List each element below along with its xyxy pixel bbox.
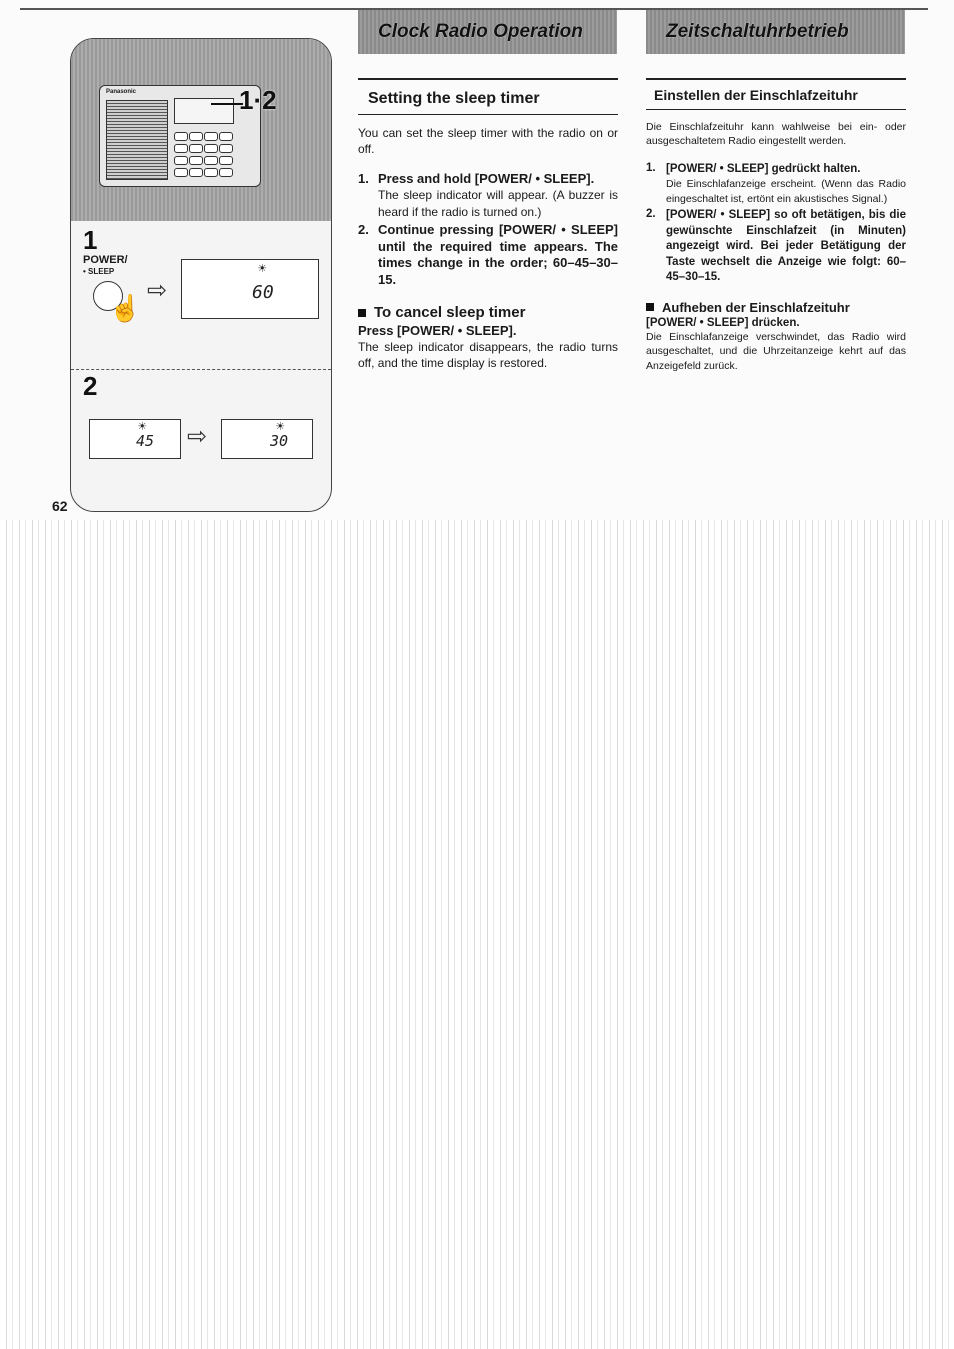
bullet-square-icon <box>358 309 366 317</box>
illustration-panel <box>70 38 332 512</box>
title-underline <box>646 109 906 110</box>
radio-keypad <box>174 132 236 177</box>
sleep-indicator-icon: ☀ <box>276 419 285 435</box>
power-sleep-label: POWER/ • SLEEP <box>83 254 128 276</box>
dashed-divider <box>71 369 331 370</box>
de-cancel-heading: Aufheben der Einschlafzeituhr <box>646 300 906 315</box>
de-section-title: Einstellen der Einschlafzeituhr <box>654 86 858 103</box>
arrow-right-icon: ⇨ <box>187 423 208 450</box>
display-30: ☀ 30 <box>221 419 313 459</box>
speaker-grille <box>106 100 168 180</box>
de-intro: Die Einschlafzeituhr kann wahlweise bei ein- oder ausgeschaltetem Radio eingestellt werden. <box>646 120 906 147</box>
german-column <box>646 78 906 373</box>
arrow-right-icon: ⇨ <box>147 277 168 304</box>
section-band-en <box>358 10 617 54</box>
de-step-1-instruction: [POWER/ • SLEEP] gedrückt halten. <box>666 162 861 175</box>
en-step-2: 2. Continue pressing [POWER/ • SLEEP] until the required time appears. The times change in the order; 60–45–30–15. <box>358 222 618 287</box>
section-title-en: Clock Radio Operation <box>378 21 583 42</box>
title-rule <box>358 78 618 80</box>
de-cancel-action: [POWER/ • SLEEP] drücken. <box>646 316 800 329</box>
en-section-title: Setting the sleep timer <box>368 89 540 107</box>
en-intro: You can set the sleep timer with the radio on or off. <box>358 125 618 156</box>
de-step-2-instruction: [POWER/ • SLEEP] so oft betätigen, bis die gewünschte Einschlafzeit (in Minuten) angezeigt wird. Bei jeder Betätigung der Taste wechselt die Anzeige wie folgt: 60–45–30–15. <box>666 209 906 283</box>
step-callout: 1·2 <box>239 85 277 115</box>
display-45: ☀ 45 <box>89 419 181 459</box>
de-cancel-text: Die Einschlafanzeige verschwindet, das Radio wird ausgeschaltet, und die Uhrzeitanzeige kehrt auf das Anzeigefeld zurück. <box>646 330 906 372</box>
sleep-indicator-icon: ☀ <box>138 419 147 435</box>
brand-logo: Panasonic <box>106 89 137 95</box>
step-number-2: 2 <box>83 371 98 401</box>
de-step-1-note: Die Einschlafanzeige erscheint. (Wenn das Radio eingeschaltet ist, ertönt ein akustisches Signal.) <box>666 178 906 205</box>
en-step-2-instruction: Continue pressing [POWER/ • SLEEP] until the required time appears. The times change in the order; 60–45–30–15. <box>378 222 618 287</box>
en-step-1-instruction: Press and hold [POWER/ • SLEEP]. <box>378 170 595 186</box>
finger-press-icon: ☝ <box>109 293 142 323</box>
bullet-square-icon <box>646 303 654 311</box>
en-step-1-note: The sleep indicator will appear. (A buzzer is heard if the radio is turned on.) <box>378 188 618 219</box>
english-column <box>358 78 618 371</box>
radio-device <box>99 85 261 187</box>
title-underline <box>358 114 618 115</box>
de-step-1: 1. [POWER/ • SLEEP] gedrückt halten. Die Einschlafanzeige erscheint. (Wenn das Radio eingeschaltet ist, ertönt ein akustisches Signal.) <box>646 161 906 205</box>
en-cancel-heading: To cancel sleep timer <box>358 304 618 321</box>
step-number-1: 1 <box>83 225 98 255</box>
sleep-indicator-icon: ☀ <box>258 261 267 277</box>
en-cancel-action: Press [POWER/ • SLEEP]. <box>358 323 517 338</box>
page-number: 62 <box>52 498 68 514</box>
section-band-de <box>646 10 905 54</box>
scan-stripes <box>0 520 954 1349</box>
section-title-de: Zeitschaltuhrbetrieb <box>666 21 849 42</box>
de-step-2: 2. [POWER/ • SLEEP] so oft betätigen, bis die gewünschte Einschlafzeit (in Minuten) angezeigt wird. Bei jeder Betätigung der Taste wechselt die Anzeige wie folgt: 60–45–30–15. <box>646 208 906 286</box>
display-60: ☀ 60 <box>181 259 319 319</box>
en-cancel-text: The sleep indicator disappears, the radio turns off, and the time display is restored. <box>358 340 618 370</box>
en-step-1: 1. Press and hold [POWER/ • SLEEP]. The sleep indicator will appear. (A buzzer is heard if the radio is turned on.) <box>358 170 618 219</box>
title-rule <box>646 78 906 80</box>
radio-lcd <box>174 98 234 124</box>
